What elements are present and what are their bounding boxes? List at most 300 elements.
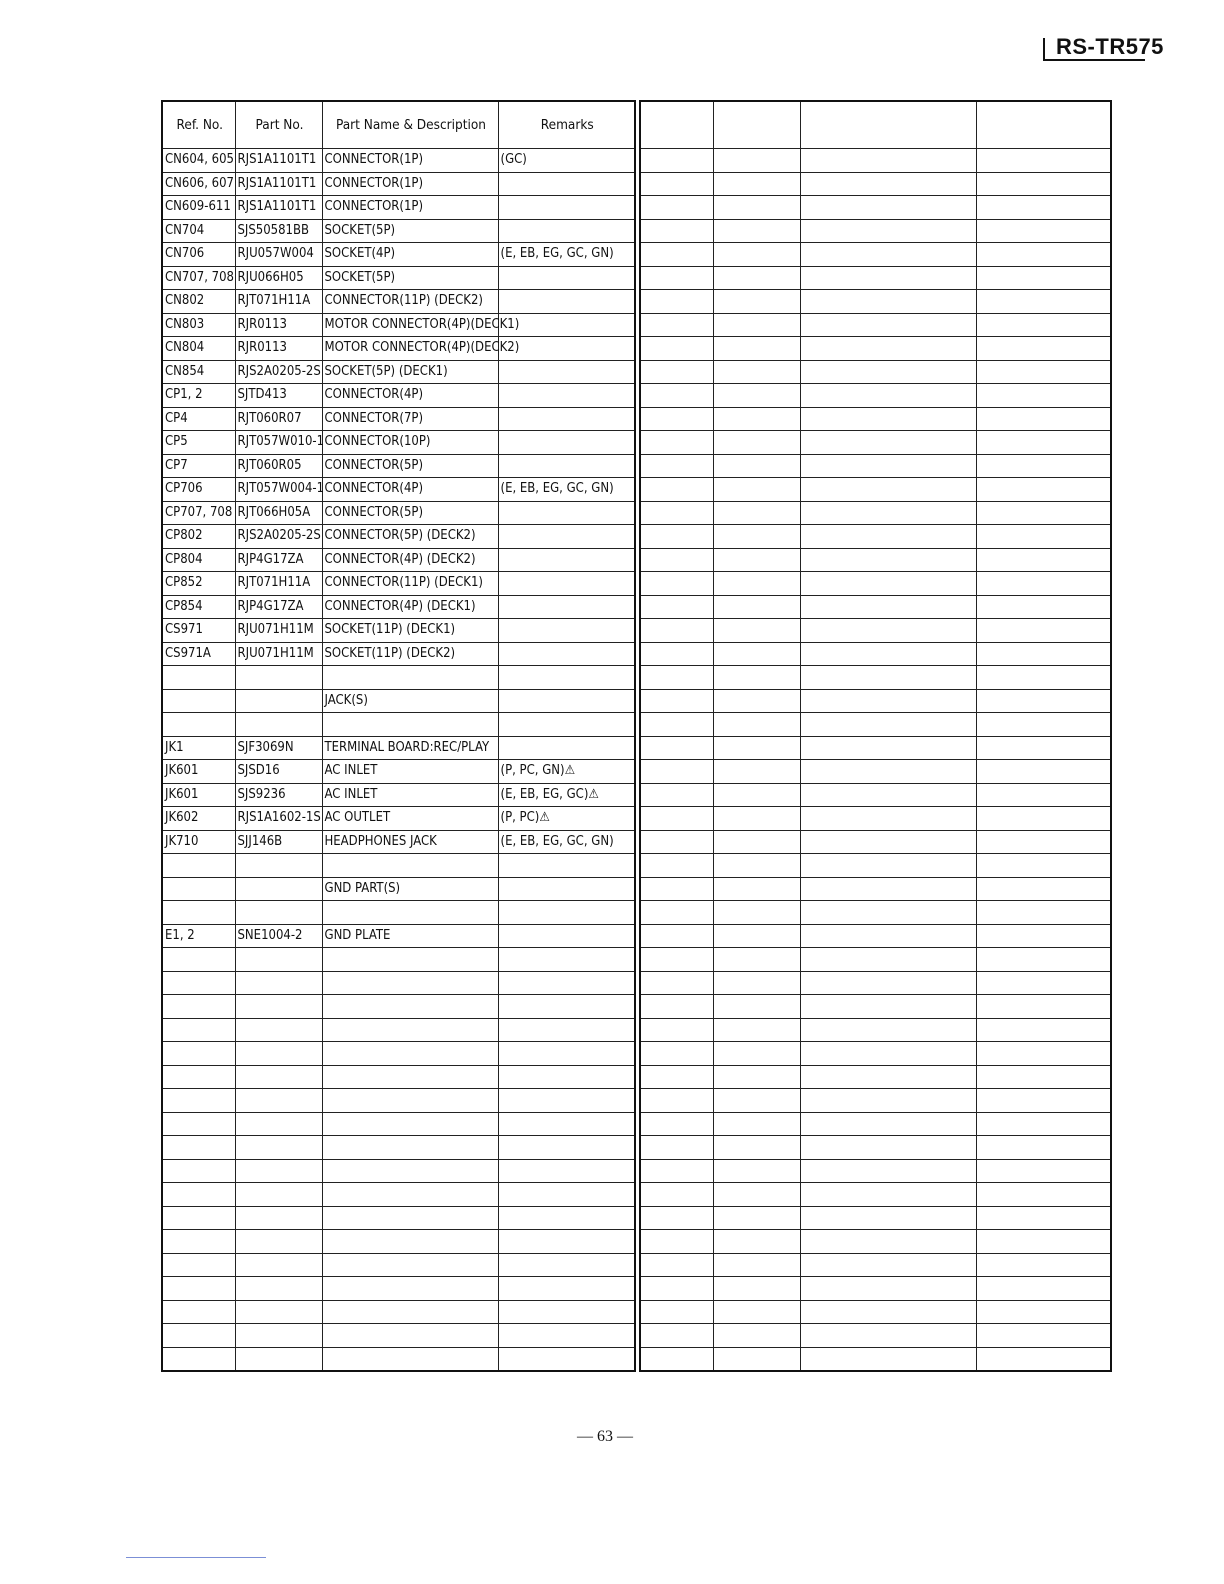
table-cell bbox=[640, 172, 713, 196]
table-cell bbox=[800, 266, 976, 290]
table-cell bbox=[800, 454, 976, 478]
table-cell bbox=[713, 1112, 800, 1136]
table-cell bbox=[498, 1300, 635, 1324]
table-cell bbox=[713, 854, 800, 878]
table-row bbox=[162, 548, 635, 572]
table-cell: CONNECTOR(11P) (DECK1) bbox=[322, 572, 498, 596]
table-cell bbox=[498, 595, 635, 619]
header-rule-vertical bbox=[1043, 38, 1045, 60]
table-cell bbox=[498, 1183, 635, 1207]
table-cell bbox=[322, 1065, 498, 1089]
table-row bbox=[640, 595, 1111, 619]
table-cell bbox=[713, 689, 800, 713]
table-cell: RJS1A1101T1 bbox=[235, 149, 322, 173]
table-cell bbox=[235, 1206, 322, 1230]
table-cell: SOCKET(11P) (DECK2) bbox=[322, 642, 498, 666]
table-cell bbox=[713, 149, 800, 173]
table-cell bbox=[640, 572, 713, 596]
table-cell bbox=[713, 1324, 800, 1348]
col-empty bbox=[640, 101, 713, 149]
table-cell bbox=[713, 360, 800, 384]
table-cell bbox=[800, 196, 976, 220]
table-cell: (E, EB, EG, GC, GN) bbox=[498, 478, 635, 502]
table-cell bbox=[800, 1183, 976, 1207]
table-cell bbox=[713, 1253, 800, 1277]
table-cell bbox=[322, 854, 498, 878]
table-cell bbox=[713, 572, 800, 596]
table-row bbox=[162, 431, 635, 455]
table-row bbox=[162, 478, 635, 502]
table-row bbox=[162, 1230, 635, 1254]
table-cell bbox=[976, 1183, 1111, 1207]
table-cell bbox=[322, 1089, 498, 1113]
table-cell bbox=[713, 266, 800, 290]
table-row bbox=[162, 924, 635, 948]
table-cell bbox=[976, 1206, 1111, 1230]
table-cell bbox=[976, 501, 1111, 525]
table-cell: RJS2A0205-2S bbox=[235, 360, 322, 384]
table-cell bbox=[640, 877, 713, 901]
table-cell bbox=[800, 1277, 976, 1301]
table-row bbox=[640, 924, 1111, 948]
table-cell: RJR0113 bbox=[235, 313, 322, 337]
table-row bbox=[640, 1136, 1111, 1160]
table-cell bbox=[640, 337, 713, 361]
table-cell bbox=[498, 1065, 635, 1089]
table-row bbox=[640, 1159, 1111, 1183]
table-cell bbox=[800, 689, 976, 713]
table-cell bbox=[162, 1206, 235, 1230]
footer-rule bbox=[126, 1557, 266, 1558]
table-cell: CN803 bbox=[162, 313, 235, 337]
table-cell bbox=[162, 854, 235, 878]
table-cell bbox=[640, 1112, 713, 1136]
table-cell bbox=[640, 478, 713, 502]
table-cell bbox=[976, 760, 1111, 784]
table-cell bbox=[640, 1300, 713, 1324]
table-cell bbox=[162, 1230, 235, 1254]
table-cell bbox=[322, 1136, 498, 1160]
table-cell bbox=[162, 971, 235, 995]
table-cell: CP707, 708 bbox=[162, 501, 235, 525]
table-row bbox=[162, 807, 635, 831]
parts-table-body bbox=[162, 149, 635, 1372]
table-cell: CN854 bbox=[162, 360, 235, 384]
table-cell bbox=[640, 689, 713, 713]
table-cell bbox=[713, 172, 800, 196]
table-cell bbox=[800, 666, 976, 690]
table-cell bbox=[976, 689, 1111, 713]
table-cell: CONNECTOR(1P) bbox=[322, 149, 498, 173]
table-cell bbox=[800, 736, 976, 760]
table-cell bbox=[322, 1324, 498, 1348]
table-cell: CP4 bbox=[162, 407, 235, 431]
table-cell bbox=[976, 337, 1111, 361]
table-cell bbox=[976, 901, 1111, 925]
table-cell: JK601 bbox=[162, 760, 235, 784]
table-row bbox=[640, 337, 1111, 361]
table-row bbox=[640, 1065, 1111, 1089]
table-cell: SOCKET(11P) (DECK1) bbox=[322, 619, 498, 643]
table-cell bbox=[800, 1230, 976, 1254]
table-cell: CP802 bbox=[162, 525, 235, 549]
table-cell bbox=[800, 337, 976, 361]
table-cell: CONNECTOR(5P) bbox=[322, 501, 498, 525]
table-cell bbox=[640, 384, 713, 408]
table-row bbox=[640, 548, 1111, 572]
table-cell bbox=[162, 1065, 235, 1089]
table-cell bbox=[640, 1065, 713, 1089]
table-cell bbox=[498, 736, 635, 760]
table-row bbox=[640, 971, 1111, 995]
table-cell bbox=[800, 572, 976, 596]
table-cell: SJJ146B bbox=[235, 830, 322, 854]
table-cell bbox=[713, 713, 800, 737]
table-cell: SOCKET(5P) bbox=[322, 266, 498, 290]
table-cell: (E, EB, EG, GC, GN) bbox=[498, 243, 635, 267]
table-row bbox=[640, 1112, 1111, 1136]
table-row bbox=[162, 736, 635, 760]
table-row bbox=[162, 1042, 635, 1066]
table-row bbox=[640, 1347, 1111, 1371]
table-cell bbox=[976, 1277, 1111, 1301]
table-row bbox=[162, 172, 635, 196]
table-cell bbox=[976, 924, 1111, 948]
table-cell bbox=[800, 995, 976, 1019]
table-cell: RJR0113 bbox=[235, 337, 322, 361]
table-cell bbox=[498, 619, 635, 643]
table-row bbox=[640, 266, 1111, 290]
table-cell bbox=[498, 196, 635, 220]
table-cell bbox=[498, 290, 635, 314]
table-cell bbox=[162, 1277, 235, 1301]
table-cell: JK1 bbox=[162, 736, 235, 760]
col-empty bbox=[713, 101, 800, 149]
table-cell bbox=[713, 1065, 800, 1089]
table-cell: SJS50581BB bbox=[235, 219, 322, 243]
table-cell bbox=[498, 384, 635, 408]
table-cell: CS971A bbox=[162, 642, 235, 666]
table-row bbox=[640, 666, 1111, 690]
table-cell bbox=[640, 243, 713, 267]
table-cell bbox=[162, 666, 235, 690]
table-cell: JACK(S) bbox=[322, 689, 498, 713]
table-cell bbox=[713, 219, 800, 243]
parts-table-right bbox=[639, 100, 1112, 1372]
table-cell bbox=[498, 1112, 635, 1136]
table-cell bbox=[640, 619, 713, 643]
table-cell: CONNECTOR(4P) bbox=[322, 384, 498, 408]
table-row bbox=[162, 1324, 635, 1348]
table-row bbox=[162, 243, 635, 267]
table-cell bbox=[713, 666, 800, 690]
table-cell bbox=[640, 595, 713, 619]
table-cell bbox=[976, 1089, 1111, 1113]
table-cell: SOCKET(4P) bbox=[322, 243, 498, 267]
table-cell bbox=[976, 384, 1111, 408]
table-cell: RJT060R07 bbox=[235, 407, 322, 431]
table-cell bbox=[640, 1324, 713, 1348]
table-cell bbox=[800, 407, 976, 431]
table-cell bbox=[976, 172, 1111, 196]
table-cell bbox=[713, 1042, 800, 1066]
table-cell bbox=[162, 1089, 235, 1113]
table-cell bbox=[498, 1347, 635, 1371]
table-row bbox=[162, 713, 635, 737]
table-cell bbox=[235, 1324, 322, 1348]
table-row bbox=[640, 807, 1111, 831]
table-cell bbox=[498, 1159, 635, 1183]
table-cell: CONNECTOR(1P) bbox=[322, 172, 498, 196]
table-cell: SJTD413 bbox=[235, 384, 322, 408]
table-cell bbox=[498, 924, 635, 948]
col-empty bbox=[976, 101, 1111, 149]
table-cell bbox=[800, 1159, 976, 1183]
table-cell: CP706 bbox=[162, 478, 235, 502]
table-cell bbox=[235, 995, 322, 1019]
table-cell: RJT057W010-1 bbox=[235, 431, 322, 455]
table-cell bbox=[976, 1159, 1111, 1183]
table-cell bbox=[976, 642, 1111, 666]
table-cell bbox=[976, 736, 1111, 760]
table-cell bbox=[498, 1206, 635, 1230]
table-cell: CN609-611 bbox=[162, 196, 235, 220]
table-row bbox=[640, 454, 1111, 478]
table-cell bbox=[498, 948, 635, 972]
table-cell bbox=[976, 243, 1111, 267]
table-cell: CN604, 605 bbox=[162, 149, 235, 173]
table-cell: CN802 bbox=[162, 290, 235, 314]
table-cell bbox=[498, 854, 635, 878]
table-cell bbox=[498, 642, 635, 666]
table-cell: MOTOR CONNECTOR(4P)(DECK1) bbox=[322, 313, 498, 337]
table-cell bbox=[640, 1206, 713, 1230]
table-cell: CS971 bbox=[162, 619, 235, 643]
table-cell bbox=[800, 854, 976, 878]
table-row bbox=[162, 1136, 635, 1160]
table-row bbox=[640, 901, 1111, 925]
table-cell bbox=[640, 149, 713, 173]
table-cell bbox=[976, 971, 1111, 995]
table-cell bbox=[976, 807, 1111, 831]
table-cell bbox=[162, 1253, 235, 1277]
table-cell bbox=[498, 995, 635, 1019]
table-row bbox=[640, 1042, 1111, 1066]
table-cell bbox=[162, 877, 235, 901]
table-cell bbox=[800, 243, 976, 267]
table-cell bbox=[235, 1089, 322, 1113]
table-row bbox=[162, 290, 635, 314]
table-cell bbox=[800, 924, 976, 948]
table-cell bbox=[800, 172, 976, 196]
table-cell: MOTOR CONNECTOR(4P)(DECK2) bbox=[322, 337, 498, 361]
table-cell bbox=[800, 1136, 976, 1160]
table-cell bbox=[976, 995, 1111, 1019]
table-row bbox=[162, 384, 635, 408]
table-cell bbox=[713, 1347, 800, 1371]
table-cell: (E, EB, EG, GC, GN) bbox=[498, 830, 635, 854]
table-row bbox=[640, 1277, 1111, 1301]
table-cell bbox=[713, 948, 800, 972]
table-row bbox=[162, 360, 635, 384]
table-cell bbox=[640, 266, 713, 290]
table-row bbox=[640, 407, 1111, 431]
table-cell bbox=[640, 1042, 713, 1066]
table-row bbox=[162, 619, 635, 643]
table-cell bbox=[162, 1112, 235, 1136]
table-cell bbox=[713, 431, 800, 455]
table-row bbox=[162, 854, 635, 878]
table-cell bbox=[322, 1112, 498, 1136]
table-cell bbox=[235, 1112, 322, 1136]
table-row bbox=[162, 666, 635, 690]
table-cell: CP854 bbox=[162, 595, 235, 619]
table-cell: GND PART(S) bbox=[322, 877, 498, 901]
table-cell bbox=[162, 901, 235, 925]
table-cell bbox=[640, 454, 713, 478]
table-cell bbox=[498, 689, 635, 713]
table-row bbox=[640, 172, 1111, 196]
table-cell: JK710 bbox=[162, 830, 235, 854]
table-cell bbox=[640, 924, 713, 948]
table-cell bbox=[322, 1253, 498, 1277]
table-row bbox=[162, 1253, 635, 1277]
table-row bbox=[640, 1018, 1111, 1042]
table-row bbox=[162, 337, 635, 361]
table-cell bbox=[235, 713, 322, 737]
table-cell bbox=[640, 1347, 713, 1371]
parts-table-body-right bbox=[640, 149, 1111, 1372]
table-cell: CN706 bbox=[162, 243, 235, 267]
table-cell bbox=[713, 1206, 800, 1230]
table-cell bbox=[498, 1253, 635, 1277]
table-cell bbox=[976, 313, 1111, 337]
table-cell bbox=[713, 1089, 800, 1113]
table-row bbox=[162, 783, 635, 807]
table-row bbox=[162, 407, 635, 431]
table-cell bbox=[235, 1018, 322, 1042]
table-cell bbox=[976, 1253, 1111, 1277]
table-cell bbox=[976, 1136, 1111, 1160]
table-cell bbox=[162, 1018, 235, 1042]
model-number: RS-TR575 bbox=[1056, 34, 1164, 59]
table-cell: SJSD16 bbox=[235, 760, 322, 784]
table-row bbox=[640, 313, 1111, 337]
table-cell bbox=[800, 313, 976, 337]
table-row bbox=[640, 1206, 1111, 1230]
table-row bbox=[162, 313, 635, 337]
table-cell bbox=[976, 1112, 1111, 1136]
table-cell: (P, PC, GN)⚠ bbox=[498, 760, 635, 784]
table-cell bbox=[800, 1324, 976, 1348]
table-cell bbox=[322, 1018, 498, 1042]
table-row bbox=[162, 995, 635, 1019]
table-row bbox=[162, 1112, 635, 1136]
table-cell: CP1, 2 bbox=[162, 384, 235, 408]
table-row bbox=[640, 1253, 1111, 1277]
table-cell: CONNECTOR(4P) (DECK1) bbox=[322, 595, 498, 619]
table-cell bbox=[235, 877, 322, 901]
table-cell: CN704 bbox=[162, 219, 235, 243]
table-cell bbox=[800, 1065, 976, 1089]
table-cell bbox=[498, 454, 635, 478]
table-cell bbox=[800, 1347, 976, 1371]
table-cell bbox=[322, 995, 498, 1019]
table-cell bbox=[800, 901, 976, 925]
table-cell bbox=[498, 548, 635, 572]
table-cell: CN606, 607 bbox=[162, 172, 235, 196]
table-cell bbox=[235, 854, 322, 878]
table-cell bbox=[976, 666, 1111, 690]
table-cell bbox=[976, 595, 1111, 619]
table-cell: CONNECTOR(4P) bbox=[322, 478, 498, 502]
table-cell: RJT057W004-1 bbox=[235, 478, 322, 502]
table-cell bbox=[713, 595, 800, 619]
table-cell bbox=[322, 948, 498, 972]
table-row bbox=[162, 266, 635, 290]
table-cell bbox=[640, 1159, 713, 1183]
table-row bbox=[162, 454, 635, 478]
table-cell: RJT066H05A bbox=[235, 501, 322, 525]
table-cell bbox=[498, 1277, 635, 1301]
table-cell bbox=[713, 1183, 800, 1207]
table-cell: RJS1A1101T1 bbox=[235, 172, 322, 196]
table-cell bbox=[640, 501, 713, 525]
table-cell bbox=[498, 266, 635, 290]
table-cell bbox=[713, 736, 800, 760]
table-cell bbox=[322, 666, 498, 690]
table-cell bbox=[640, 971, 713, 995]
table-cell bbox=[235, 1230, 322, 1254]
col-part-no: Part No. bbox=[235, 101, 322, 149]
table-cell bbox=[162, 948, 235, 972]
table-cell bbox=[640, 830, 713, 854]
table-row bbox=[640, 830, 1111, 854]
table-cell bbox=[498, 172, 635, 196]
col-empty bbox=[800, 101, 976, 149]
table-cell bbox=[713, 1277, 800, 1301]
table-row bbox=[162, 971, 635, 995]
table-row bbox=[640, 736, 1111, 760]
parts-table-left bbox=[161, 100, 636, 1372]
table-cell bbox=[235, 1277, 322, 1301]
table-cell bbox=[162, 1183, 235, 1207]
table-cell bbox=[713, 454, 800, 478]
table-cell bbox=[713, 783, 800, 807]
table-cell bbox=[800, 1089, 976, 1113]
table-cell bbox=[713, 1136, 800, 1160]
table-row bbox=[162, 572, 635, 596]
table-row bbox=[640, 431, 1111, 455]
table-cell: CONNECTOR(1P) bbox=[322, 196, 498, 220]
table-cell: RJS1A1101T1 bbox=[235, 196, 322, 220]
table-cell: E1, 2 bbox=[162, 924, 235, 948]
table-cell bbox=[800, 1042, 976, 1066]
table-cell bbox=[800, 1300, 976, 1324]
table-cell bbox=[976, 713, 1111, 737]
table-cell bbox=[713, 1300, 800, 1324]
table-cell: SNE1004-2 bbox=[235, 924, 322, 948]
table-cell bbox=[713, 478, 800, 502]
table-cell bbox=[800, 525, 976, 549]
table-cell bbox=[713, 290, 800, 314]
table-cell bbox=[713, 1159, 800, 1183]
table-cell bbox=[640, 1230, 713, 1254]
table-cell bbox=[162, 713, 235, 737]
col-remarks: Remarks bbox=[498, 101, 635, 149]
table-cell: RJT071H11A bbox=[235, 572, 322, 596]
table-cell bbox=[800, 783, 976, 807]
